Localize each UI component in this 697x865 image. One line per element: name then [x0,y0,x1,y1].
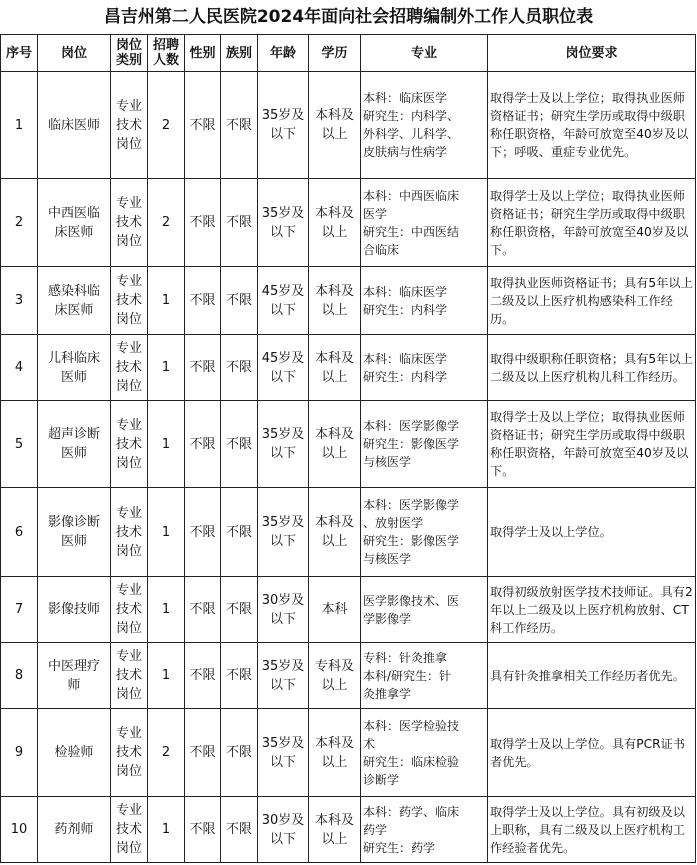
cell-ethnicity [221,335,258,401]
cell-position [38,335,111,401]
cell-education-text: 本科及 以上 [314,283,354,318]
cell-ethnicity-text: 不限 [225,745,252,760]
cell-no [1,709,38,797]
position-table [0,34,696,863]
cell-education-text: 本科及 以上 [314,205,354,240]
table-row [1,72,696,179]
header-major: 专业 [361,35,488,72]
cell-gender-text: 不限 [189,822,216,837]
cell-ethnicity-text: 不限 [225,360,252,375]
cell-major-text: 医学影像技术、医 学影像学 [363,593,460,626]
cell-ethnicity [221,179,258,267]
header-age: 年龄 [258,35,309,72]
cell-count-text: 1 [161,822,171,837]
table-row [1,179,696,267]
position-table-wrapper [0,34,696,863]
cell-no-text: 6 [14,524,24,540]
table-row [1,709,696,797]
cell-requirements-text: 取得学士及以上学位。具有初级及以上职称，具有二级及以上医疗机构工作经验者优先。 [490,804,685,855]
table-row [1,577,696,643]
cell-education [309,335,361,401]
cell-count [148,401,185,488]
cell-gender-text: 不限 [189,215,216,230]
cell-major-text: 本科：临床医学 研究生：内科学 [363,284,448,317]
cell-count [148,709,185,797]
cell-position [38,401,111,488]
cell-position [38,488,111,577]
cell-major-text: 本科：药学、临床 药学 研究生：药学 [363,804,460,855]
cell-ethnicity [221,709,258,797]
cell-education-text: 本科 [321,602,348,617]
cell-age [258,267,309,335]
cell-major-text: 本科：医学检验技 术 研究生：临床检验 诊断学 [363,718,460,787]
cell-count-text: 1 [161,602,171,617]
table-header-row [1,35,696,72]
table-row [1,335,696,401]
header-gender: 性别 [185,35,221,72]
cell-position [38,179,111,267]
cell-education-text: 本科及 以上 [314,427,354,461]
header-ethnicity: 族别 [221,35,258,72]
cell-position-text: 儿科临床 医师 [47,350,100,385]
cell-category-text: 专业 技术 岗位 [115,583,142,636]
cell-ethnicity [221,577,258,643]
cell-age-text: 35岁及 以下 [261,735,305,770]
cell-category-text: 专业 技术 岗位 [115,803,142,856]
cell-ethnicity-text: 不限 [225,293,252,308]
cell-ethnicity [221,643,258,709]
cell-no [1,72,38,179]
cell-category [111,267,148,335]
cell-ethnicity-text: 不限 [225,524,252,540]
cell-count-text: 2 [161,117,171,133]
cell-ethnicity-text: 不限 [225,436,252,452]
cell-requirements-text: 取得学士及以上学位。具有PCR证书者优先。 [490,736,685,769]
cell-major [361,72,488,179]
cell-position [38,577,111,643]
cell-category-text: 专业 技术 岗位 [115,274,142,327]
cell-age-text: 35岁及 以下 [261,108,305,142]
cell-major [361,797,488,863]
cell-education [309,72,361,179]
cell-gender [185,643,221,709]
page-title: 昌吉州第二人民医院2024年面向社会招聘编制外工作人员职位表 [103,7,594,27]
cell-requirements [488,401,696,488]
cell-age [258,179,309,267]
cell-ethnicity-text: 不限 [225,215,252,230]
cell-count [148,267,185,335]
cell-age [258,335,309,401]
cell-education-text: 本科及 以上 [314,108,354,142]
cell-age-text: 45岁及 以下 [261,283,305,318]
cell-age [258,709,309,797]
cell-no [1,577,38,643]
cell-gender [185,577,221,643]
cell-no-text: 10 [10,822,28,837]
cell-education-text: 本科及 以上 [314,350,354,385]
table-row [1,488,696,577]
cell-age-text: 30岁及 以下 [261,592,305,627]
cell-category-text: 专业 技术 岗位 [115,726,142,779]
cell-category [111,72,148,179]
cell-no-text: 8 [14,668,24,683]
header-education: 学历 [309,35,361,72]
cell-gender-text: 不限 [189,436,216,452]
cell-requirements [488,267,696,335]
cell-requirements-text: 取得学士及以上学位。 [490,525,612,539]
cell-education-text: 本科及 以上 [314,515,354,549]
cell-count [148,488,185,577]
cell-category-text: 专业 技术 岗位 [115,649,142,702]
cell-no-text: 3 [14,293,24,308]
cell-requirements [488,643,696,709]
cell-major [361,709,488,797]
table-row [1,267,696,335]
cell-gender [185,709,221,797]
cell-count-text: 1 [161,668,171,683]
cell-count-text: 1 [161,524,171,540]
cell-gender-text: 不限 [189,293,216,308]
cell-age-text: 35岁及 以下 [261,515,305,549]
cell-no-text: 2 [14,215,24,230]
cell-requirements-text: 具有针灸推拿相关工作经历者优先。 [490,668,685,683]
cell-no [1,335,38,401]
cell-position [38,709,111,797]
cell-ethnicity [221,797,258,863]
header-position: 岗位 [38,35,111,72]
cell-category [111,335,148,401]
cell-education-text: 本科及 以上 [314,735,354,770]
cell-category [111,488,148,577]
header-count: 招聘 人数 [148,35,185,72]
cell-education [309,797,361,863]
cell-ethnicity-text: 不限 [225,668,252,683]
cell-count-text: 2 [161,215,171,230]
cell-position-text: 检验师 [54,745,94,760]
table-row [1,797,696,863]
cell-requirements [488,179,696,267]
cell-requirements-text: 取得中级职称任职资格；具有5年以上二级及以上医疗机构儿科工作经历。 [490,351,693,384]
cell-major-text: 本科：临床医学 研究生：内科学、 外科学、儿科学、 皮肤病与性病学 [363,91,460,159]
header-no: 序号 [1,35,38,72]
cell-ethnicity [221,401,258,488]
cell-gender-text: 不限 [189,745,216,760]
cell-no-text: 9 [14,745,24,760]
cell-gender-text: 不限 [189,524,216,540]
cell-gender-text: 不限 [189,602,216,617]
cell-gender [185,267,221,335]
cell-category [111,179,148,267]
cell-education [309,401,361,488]
cell-major [361,488,488,577]
cell-no-text: 1 [14,117,24,133]
cell-position-text: 感染科临 床医师 [47,283,100,318]
cell-ethnicity-text: 不限 [225,822,252,837]
cell-gender [185,72,221,179]
cell-major [361,335,488,401]
cell-age-text: 35岁及 以下 [261,658,305,693]
cell-requirements-text: 取得学士及以上学位；取得执业医师资格证书；研究生学历或取得中级职称任职资格，年龄可放宽至40岁及以下。 [490,188,689,257]
cell-no-text: 5 [14,436,24,452]
cell-major-text: 专科：针灸推拿 本科/研究生：针 灸推拿学 [363,650,452,701]
cell-count-text: 2 [161,745,171,760]
cell-ethnicity [221,267,258,335]
cell-category-text: 专业 技术 岗位 [115,196,142,249]
cell-requirements-text: 取得学士及以上学位；取得执业医师资格证书；研究生学历或取得中级职称任职资格，年龄可放宽至40岁及以下。 [490,410,689,478]
cell-position [38,797,111,863]
cell-category-text: 专业 技术 岗位 [115,417,142,471]
cell-position-text: 超声诊断 医师 [47,427,100,461]
cell-ethnicity [221,72,258,179]
cell-count [148,179,185,267]
cell-gender [185,179,221,267]
cell-education [309,577,361,643]
cell-major [361,401,488,488]
cell-category-text: 专业 技术 岗位 [115,505,142,559]
cell-count [148,797,185,863]
cell-position [38,72,111,179]
cell-requirements [488,335,696,401]
cell-education [309,267,361,335]
cell-ethnicity-text: 不限 [225,117,252,133]
cell-major-text: 本科：医学影像学 、放射医学 研究生：影像医学 与核医学 [363,498,460,566]
cell-count [148,643,185,709]
cell-gender [185,797,221,863]
cell-category [111,401,148,488]
cell-education [309,179,361,267]
cell-major [361,179,488,267]
cell-age [258,401,309,488]
cell-age-text: 35岁及 以下 [261,205,305,240]
cell-no-text: 4 [14,360,24,375]
header-category: 岗位 类别 [111,35,148,72]
cell-count [148,335,185,401]
cell-age [258,797,309,863]
cell-education [309,488,361,577]
cell-ethnicity-text: 不限 [225,602,252,617]
cell-no [1,179,38,267]
cell-education [309,709,361,797]
cell-count [148,577,185,643]
header-requirements: 岗位要求 [488,35,696,72]
cell-major [361,267,488,335]
table-row [1,401,696,488]
cell-gender-text: 不限 [189,117,216,133]
cell-category [111,709,148,797]
cell-education [309,643,361,709]
cell-position-text: 临床医师 [47,117,100,133]
cell-category-text: 专业 技术 岗位 [115,98,142,152]
cell-no [1,488,38,577]
cell-gender [185,488,221,577]
cell-count-text: 1 [161,360,171,375]
cell-count-text: 1 [161,436,171,452]
cell-position-text: 影像诊断 医师 [47,515,100,549]
cell-no [1,643,38,709]
cell-no [1,797,38,863]
cell-requirements [488,797,696,863]
cell-requirements [488,72,696,179]
cell-age [258,488,309,577]
cell-position-text: 中西医临 床医师 [47,205,100,240]
cell-gender [185,401,221,488]
cell-ethnicity [221,488,258,577]
cell-gender [185,335,221,401]
cell-major [361,643,488,709]
cell-requirements [488,488,696,577]
cell-major-text: 本科：中西医临床 医学 研究生：中西医结 合临床 [363,188,460,257]
cell-requirements-text: 取得学士及以上学位；取得执业医师资格证书；研究生学历或取得中级职称任职资格，年龄可放宽至40岁及以下；呼吸、重症专业优先。 [490,91,689,159]
cell-no [1,401,38,488]
cell-education-text: 本科及 以上 [314,812,354,847]
cell-category [111,643,148,709]
cell-count [148,72,185,179]
cell-age-text: 30岁及 以下 [261,812,305,847]
cell-gender-text: 不限 [189,360,216,375]
cell-category [111,797,148,863]
cell-major-text: 本科：医学影像学 研究生：影像医学 与核医学 [363,419,460,469]
cell-age [258,577,309,643]
cell-category [111,577,148,643]
cell-requirements-text: 取得执业医师资格证书；具有5年以上二级及以上医疗机构感染科工作经历。 [490,275,693,326]
cell-position-text: 中医理疗 师 [47,658,100,693]
cell-gender-text: 不限 [189,668,216,683]
cell-position [38,643,111,709]
cell-major [361,577,488,643]
cell-age [258,643,309,709]
table-row [1,643,696,709]
cell-age-text: 45岁及 以下 [261,350,305,385]
cell-no [1,267,38,335]
cell-age-text: 35岁及 以下 [261,427,305,461]
cell-category-text: 专业 技术 岗位 [115,341,142,394]
cell-age [258,72,309,179]
cell-requirements [488,709,696,797]
cell-position-text: 药剂师 [54,822,94,837]
cell-major-text: 本科：临床医学 研究生：内科学 [363,351,448,384]
cell-position [38,267,111,335]
cell-count-text: 1 [161,293,171,308]
cell-education-text: 专科及 以上 [314,658,354,693]
cell-requirements-text: 取得初级放射医学技术技师证。具有2年以上二级及以上医疗机构放射、CT科工作经历。 [490,584,693,635]
cell-requirements [488,577,696,643]
cell-position-text: 影像技师 [47,602,100,617]
cell-no-text: 7 [14,602,24,617]
